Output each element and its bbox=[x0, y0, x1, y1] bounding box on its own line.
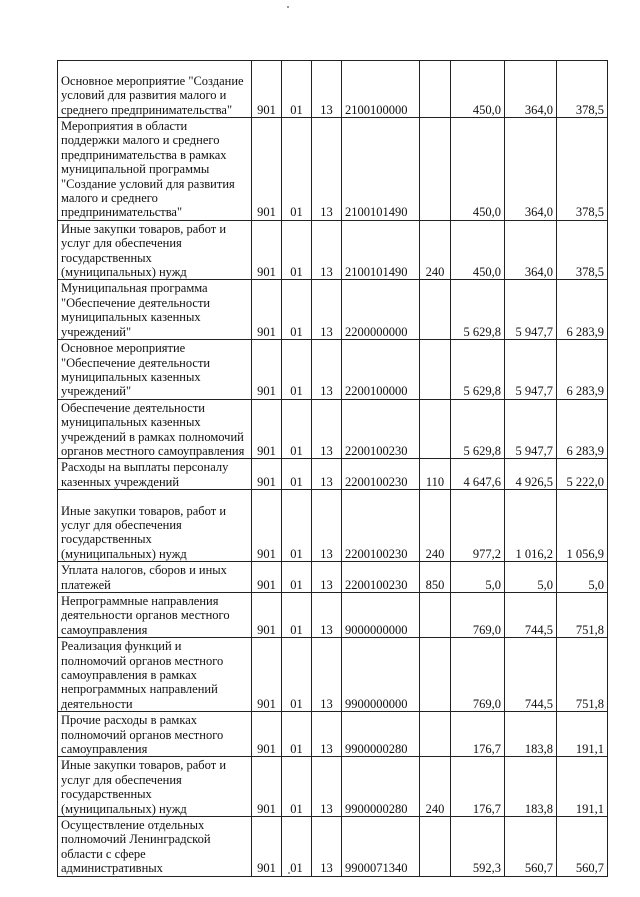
amount-year1-cell: 176,7 bbox=[451, 712, 505, 757]
table-row bbox=[58, 61, 608, 118]
section-code-cell: 01 bbox=[282, 220, 312, 280]
subsection-code-cell: 13 bbox=[312, 118, 342, 221]
admin-code-cell: 901 bbox=[252, 118, 282, 221]
table-row bbox=[58, 817, 608, 877]
expense-name-cell: Мероприятия в области поддержки малого и среднего предпринимательства в рамках муниципальной программы "Создание условий для развития малого и среднего предпринимательства" bbox=[58, 118, 252, 221]
target-article-cell: 9900000280 bbox=[342, 712, 420, 757]
section-code-cell: 01 bbox=[282, 459, 312, 490]
amount-year1-cell: 769,0 bbox=[451, 592, 505, 637]
expense-type-cell: 240 bbox=[420, 757, 451, 817]
subsection-code-cell: 13 bbox=[312, 399, 342, 459]
amount-year3-cell: 5,0 bbox=[557, 562, 608, 593]
scan-mark-top bbox=[287, 6, 289, 8]
target-article-cell: 2100101490 bbox=[342, 220, 420, 280]
expense-name-cell: Прочие расходы в рамках полномочий органов местного самоуправления bbox=[58, 712, 252, 757]
admin-code-cell: 901 bbox=[252, 638, 282, 712]
subsection-code-cell: 13 bbox=[312, 490, 342, 562]
amount-year1-cell: 5 629,8 bbox=[451, 399, 505, 459]
expense-type-cell bbox=[420, 280, 451, 340]
amount-year3-cell: 751,8 bbox=[557, 592, 608, 637]
expense-name-cell: Уплата налогов, сборов и иных платежей bbox=[58, 562, 252, 593]
budget-table-body bbox=[58, 61, 608, 877]
expense-type-cell: 850 bbox=[420, 562, 451, 593]
table-row bbox=[58, 459, 608, 490]
amount-year3-cell: 378,5 bbox=[557, 220, 608, 280]
amount-year2-cell: 364,0 bbox=[505, 220, 557, 280]
amount-year1-cell: 977,2 bbox=[451, 490, 505, 562]
expense-type-cell bbox=[420, 592, 451, 637]
target-article-cell: 9900071340 bbox=[342, 817, 420, 877]
table-row bbox=[58, 280, 608, 340]
admin-code-cell: 901 bbox=[252, 592, 282, 637]
target-article-cell: 2200100000 bbox=[342, 340, 420, 400]
expense-name-cell: Обеспечение деятельности муниципальных казенных учреждений в рамках полномочий органов местного самоуправления bbox=[58, 399, 252, 459]
section-code-cell: 01 bbox=[282, 757, 312, 817]
expense-type-cell: 110 bbox=[420, 459, 451, 490]
amount-year3-cell: 191,1 bbox=[557, 757, 608, 817]
admin-code-cell: 901 bbox=[252, 61, 282, 118]
expense-name-cell: Осуществление отдельных полномочий Ленинградской области с сфере административных bbox=[58, 817, 252, 877]
subsection-code-cell: 13 bbox=[312, 61, 342, 118]
section-code-cell: 01 bbox=[282, 490, 312, 562]
table-row bbox=[58, 490, 608, 562]
amount-year1-cell: 450,0 bbox=[451, 61, 505, 118]
admin-code-cell: 901 bbox=[252, 817, 282, 877]
amount-year3-cell: 751,8 bbox=[557, 638, 608, 712]
subsection-code-cell: 13 bbox=[312, 562, 342, 593]
subsection-code-cell: 13 bbox=[312, 817, 342, 877]
amount-year3-cell: 378,5 bbox=[557, 118, 608, 221]
section-code-cell: 01 bbox=[282, 118, 312, 221]
expense-name-cell: Иные закупки товаров, работ и услуг для обеспечения государственных (муниципальных) нужд bbox=[58, 490, 252, 562]
amount-year1-cell: 592,3 bbox=[451, 817, 505, 877]
amount-year3-cell: 5 222,0 bbox=[557, 459, 608, 490]
amount-year1-cell: 450,0 bbox=[451, 118, 505, 221]
section-code-cell: 01 bbox=[282, 592, 312, 637]
table-row bbox=[58, 757, 608, 817]
subsection-code-cell: 13 bbox=[312, 712, 342, 757]
section-code-cell: 01 bbox=[282, 712, 312, 757]
table-row bbox=[58, 712, 608, 757]
admin-code-cell: 901 bbox=[252, 562, 282, 593]
expense-type-cell: 240 bbox=[420, 220, 451, 280]
section-code-cell: 01 bbox=[282, 638, 312, 712]
amount-year1-cell: 450,0 bbox=[451, 220, 505, 280]
subsection-code-cell: 13 bbox=[312, 757, 342, 817]
admin-code-cell: 901 bbox=[252, 280, 282, 340]
amount-year2-cell: 744,5 bbox=[505, 592, 557, 637]
table-row bbox=[58, 340, 608, 400]
section-code-cell: 01 bbox=[282, 280, 312, 340]
expense-name-cell: Иные закупки товаров, работ и услуг для обеспечения государственных (муниципальных) нужд bbox=[58, 757, 252, 817]
table-row bbox=[58, 118, 608, 221]
target-article-cell: 2200100230 bbox=[342, 459, 420, 490]
expense-type-cell: 240 bbox=[420, 490, 451, 562]
admin-code-cell: 901 bbox=[252, 757, 282, 817]
amount-year3-cell: 1 056,9 bbox=[557, 490, 608, 562]
table-row bbox=[58, 562, 608, 593]
amount-year3-cell: 378,5 bbox=[557, 61, 608, 118]
admin-code-cell: 901 bbox=[252, 340, 282, 400]
expense-type-cell bbox=[420, 399, 451, 459]
admin-code-cell: 901 bbox=[252, 459, 282, 490]
target-article-cell: 9900000000 bbox=[342, 638, 420, 712]
expense-type-cell bbox=[420, 817, 451, 877]
amount-year3-cell: 6 283,9 bbox=[557, 399, 608, 459]
amount-year3-cell: 191,1 bbox=[557, 712, 608, 757]
table-row bbox=[58, 638, 608, 712]
target-article-cell: 9000000000 bbox=[342, 592, 420, 637]
target-article-cell: 9900000280 bbox=[342, 757, 420, 817]
expense-type-cell bbox=[420, 118, 451, 221]
amount-year1-cell: 769,0 bbox=[451, 638, 505, 712]
amount-year2-cell: 183,8 bbox=[505, 757, 557, 817]
expense-name-cell: Расходы на выплаты персоналу казенных учреждений bbox=[58, 459, 252, 490]
expense-type-cell bbox=[420, 340, 451, 400]
expense-name-cell: Иные закупки товаров, работ и услуг для обеспечения государственных (муниципальных) нужд bbox=[58, 220, 252, 280]
amount-year1-cell: 5,0 bbox=[451, 562, 505, 593]
section-code-cell: 01 bbox=[282, 817, 312, 877]
subsection-code-cell: 13 bbox=[312, 340, 342, 400]
amount-year2-cell: 4 926,5 bbox=[505, 459, 557, 490]
expense-name-cell: Основное мероприятие "Создание условий для развития малого и среднего предпринимательства" bbox=[58, 61, 252, 118]
expense-name-cell: Реализация функций и полномочий органов местного самоуправления в рамках непрограммных направлений деятельности bbox=[58, 638, 252, 712]
amount-year3-cell: 6 283,9 bbox=[557, 280, 608, 340]
amount-year2-cell: 5 947,7 bbox=[505, 399, 557, 459]
amount-year1-cell: 5 629,8 bbox=[451, 280, 505, 340]
amount-year2-cell: 364,0 bbox=[505, 118, 557, 221]
table-row bbox=[58, 592, 608, 637]
amount-year1-cell: 5 629,8 bbox=[451, 340, 505, 400]
expense-type-cell bbox=[420, 712, 451, 757]
admin-code-cell: 901 bbox=[252, 220, 282, 280]
admin-code-cell: 901 bbox=[252, 399, 282, 459]
expense-type-cell bbox=[420, 638, 451, 712]
target-article-cell: 2200000000 bbox=[342, 280, 420, 340]
admin-code-cell: 901 bbox=[252, 490, 282, 562]
expense-name-cell: Основное мероприятие "Обеспечение деятельности муниципальных казенных учреждений" bbox=[58, 340, 252, 400]
expense-name-cell: Муниципальная программа "Обеспечение деятельности муниципальных казенных учреждений" bbox=[58, 280, 252, 340]
amount-year2-cell: 5 947,7 bbox=[505, 280, 557, 340]
admin-code-cell: 901 bbox=[252, 712, 282, 757]
budget-table bbox=[57, 60, 608, 877]
expense-type-cell bbox=[420, 61, 451, 118]
target-article-cell: 2100101490 bbox=[342, 118, 420, 221]
subsection-code-cell: 13 bbox=[312, 459, 342, 490]
subsection-code-cell: 13 bbox=[312, 220, 342, 280]
amount-year2-cell: 560,7 bbox=[505, 817, 557, 877]
target-article-cell: 2200100230 bbox=[342, 490, 420, 562]
amount-year2-cell: 744,5 bbox=[505, 638, 557, 712]
target-article-cell: 2100100000 bbox=[342, 61, 420, 118]
section-code-cell: 01 bbox=[282, 61, 312, 118]
subsection-code-cell: 13 bbox=[312, 638, 342, 712]
amount-year3-cell: 6 283,9 bbox=[557, 340, 608, 400]
section-code-cell: 01 bbox=[282, 399, 312, 459]
subsection-code-cell: 13 bbox=[312, 592, 342, 637]
table-row bbox=[58, 220, 608, 280]
amount-year2-cell: 364,0 bbox=[505, 61, 557, 118]
amount-year2-cell: 183,8 bbox=[505, 712, 557, 757]
amount-year2-cell: 5 947,7 bbox=[505, 340, 557, 400]
target-article-cell: 2200100230 bbox=[342, 399, 420, 459]
section-code-cell: 01 bbox=[282, 340, 312, 400]
section-code-cell: 01 bbox=[282, 562, 312, 593]
amount-year2-cell: 1 016,2 bbox=[505, 490, 557, 562]
subsection-code-cell: 13 bbox=[312, 280, 342, 340]
amount-year1-cell: 176,7 bbox=[451, 757, 505, 817]
amount-year1-cell: 4 647,6 bbox=[451, 459, 505, 490]
table-row bbox=[58, 399, 608, 459]
amount-year2-cell: 5,0 bbox=[505, 562, 557, 593]
expense-name-cell: Непрограммные направления деятельности органов местного самоуправления bbox=[58, 592, 252, 637]
amount-year3-cell: 560,7 bbox=[557, 817, 608, 877]
target-article-cell: 2200100230 bbox=[342, 562, 420, 593]
